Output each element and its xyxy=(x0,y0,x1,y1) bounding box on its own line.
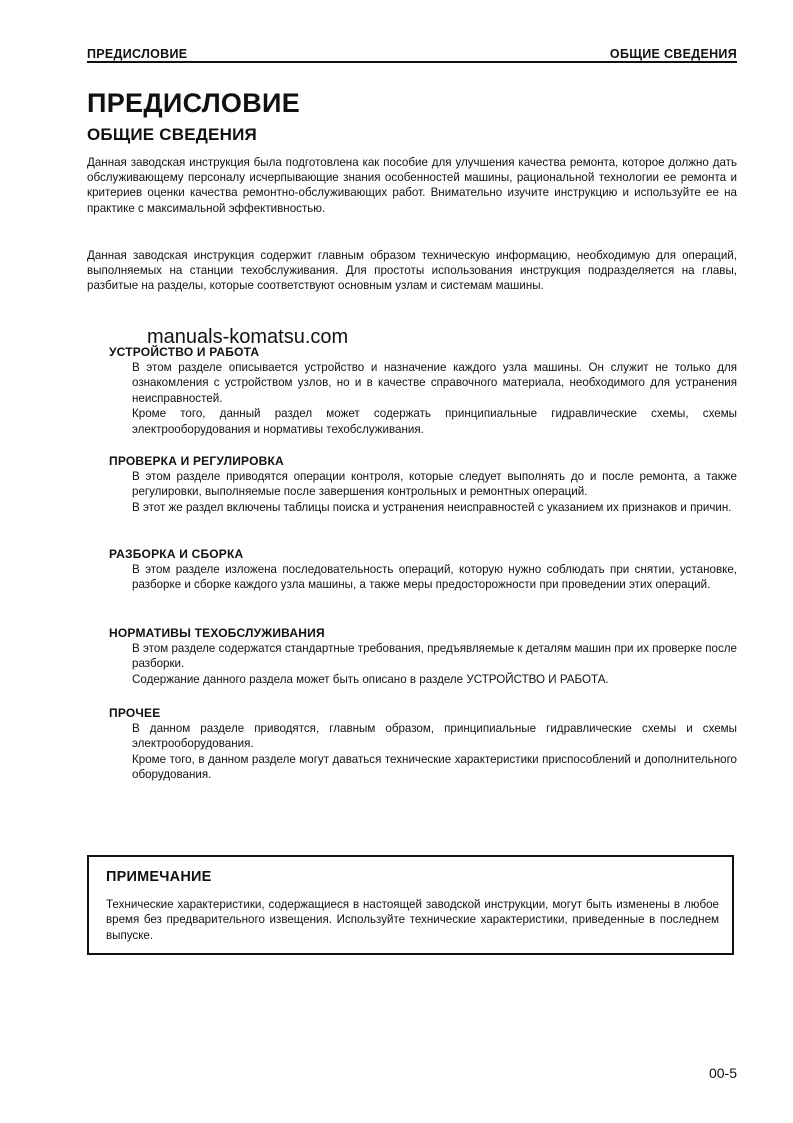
note-box xyxy=(87,855,734,955)
header-left: ПРЕДИСЛОВИЕ xyxy=(87,47,188,61)
section-disassembly-assembly xyxy=(109,547,737,593)
running-header xyxy=(87,43,737,61)
section-title: НОРМАТИВЫ ТЕХОБСЛУЖИВАНИЯ xyxy=(109,626,325,640)
note-title: ПРИМЕЧАНИЕ xyxy=(106,869,212,885)
section-paragraph: В этот же раздел включены таблицы поиска и устранения неисправностей с указанием их признаков и причин. xyxy=(132,500,732,514)
section-paragraph: В этом разделе описывается устройство и назначение каждого узла машины. Он служит не только для ознакомления с устройством узлов, но и в качестве справочного материала, необходимого для устранения неисправностей. xyxy=(132,361,737,405)
header-right: ОБЩИЕ СВЕДЕНИЯ xyxy=(609,47,737,61)
section-paragraph: Кроме того, данный раздел может содержать принципиальные гидравлические схемы, схемы электрооборудования и нормативы техобслуживания. xyxy=(132,407,737,436)
section-body xyxy=(132,721,737,783)
section-title: ПРОЧЕЕ xyxy=(109,706,161,720)
intro-paragraph-2: Данная заводская инструкция содержит главным образом техническую информацию, необходимую для операций, выполняемых на станции техобслуживания. Для простоты использования инструкция подразделяется на главы, разбитые на разделы, которые соответствуют основным узлам и системам машины. xyxy=(87,249,737,293)
section-body xyxy=(132,562,737,593)
section-body xyxy=(132,469,737,515)
section-body xyxy=(132,360,737,437)
section-others xyxy=(109,706,737,783)
page-subtitle: ОБЩИЕ СВЕДЕНИЯ xyxy=(87,125,257,144)
section-body xyxy=(132,641,737,687)
page-title: ПРЕДИСЛОВИЕ xyxy=(87,88,301,118)
section-paragraph: В этом разделе приводятся операции контроля, которые следует выполнять до и после ремонта, а также регулировки, выполняемые после завершения контрольных и ремонтных операций. xyxy=(132,470,737,499)
section-title: ПРОВЕРКА И РЕГУЛИРОВКА xyxy=(109,454,284,468)
section-paragraph: Кроме того, в данном разделе могут даваться технические характеристики приспособлений и дополнительного оборудования. xyxy=(132,752,737,782)
section-paragraph: В данном разделе приводятся, главным образом, принципиальные гидравлические схемы и схемы электрооборудования. xyxy=(132,722,737,751)
section-paragraph: В этом разделе содержатся стандартные требования, предъявляемые к деталям машин при их проверке после разборки. xyxy=(132,642,737,671)
section-paragraph: В этом разделе изложена последовательность операций, которую нужно соблюдать при снятии, установке, разборке и сборке каждого узла машины, а также меры предосторожности при проведении этих операций. xyxy=(132,563,737,592)
page-number: 00-5 xyxy=(708,1065,737,1081)
header-rule xyxy=(87,61,737,63)
section-maintenance-standard xyxy=(109,626,737,687)
watermark-text: manuals-komatsu.com xyxy=(147,326,349,348)
note-text: Технические характеристики, содержащиеся в настоящей заводской инструкции, могут быть изменены в любое время без предварительного извещения. Используйте технические характеристики, приведенные в последнем выпуске. xyxy=(106,898,719,942)
section-testing-adjusting xyxy=(109,454,737,515)
section-paragraph: Содержание данного раздела может быть описано в разделе УСТРОЙСТВО И РАБОТА. xyxy=(132,672,609,686)
section-design-operation xyxy=(109,345,737,437)
intro-paragraph-1: Данная заводская инструкция была подготовлена как пособие для улучшения качества ремонта, которое должно дать обслуживающему персоналу исчерпывающие знания особенностей машины, рациональной технологии ее ремонта и критериев оценки качества ремонтно-обслуживающих работ. Внимательно изучите инструкцию и используйте ее на практике с максимальной эффективностью. xyxy=(87,156,737,215)
section-title: РАЗБОРКА И СБОРКА xyxy=(109,547,244,561)
section-title: УСТРОЙСТВО И РАБОТА xyxy=(109,345,260,359)
